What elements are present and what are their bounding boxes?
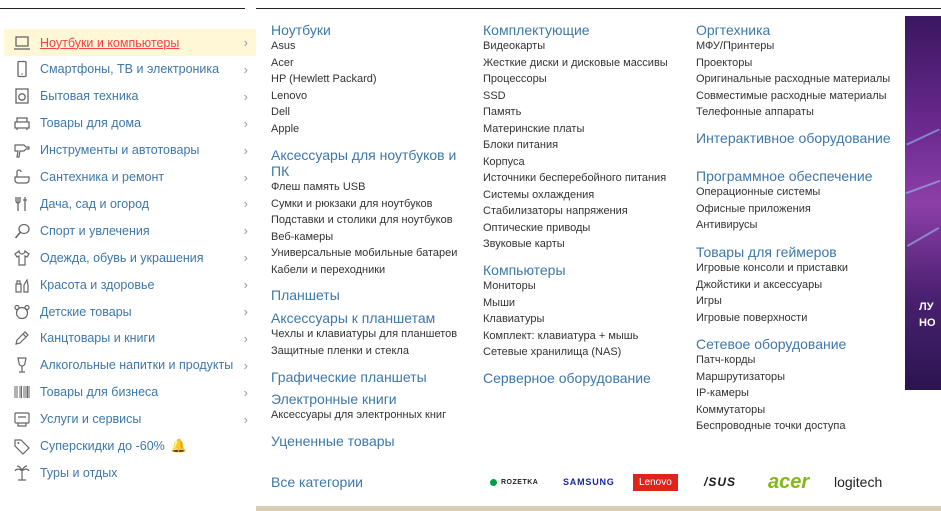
subcategory-link[interactable]: Беспроводные точки доступа	[696, 420, 846, 432]
brand-logitech[interactable]: logitech	[834, 474, 883, 490]
category-group	[696, 130, 892, 146]
group-heading[interactable]: Электронные книги	[271, 391, 397, 407]
chevron-right-icon: ›	[243, 357, 248, 373]
sidebar-item-label: Дача, сад и огород	[40, 196, 150, 211]
subcategory-link[interactable]: HP (Hewlett Packard)	[271, 73, 377, 85]
subcategory-link[interactable]: Процессоры	[483, 73, 547, 85]
subcategory-link[interactable]: Аксессуары для электронных книг	[271, 409, 447, 421]
subcategory-link[interactable]: Dell	[271, 106, 290, 118]
top-divider-right	[256, 8, 941, 9]
subcategory-link[interactable]: Проекторы	[696, 56, 753, 69]
sidebar-item[interactable]	[4, 298, 256, 325]
subcategory-link[interactable]: Чехлы и клавиатуры для планшетов	[271, 328, 458, 340]
armchair-icon	[4, 114, 40, 132]
subcategory-link[interactable]: Мониторы	[483, 280, 536, 292]
sidebar-item[interactable]	[4, 433, 256, 460]
sidebar-item[interactable]	[4, 83, 256, 110]
category-sidebar	[0, 29, 256, 491]
group-heading[interactable]: Сетевое оборудование	[696, 336, 847, 352]
chevron-right-icon: ›	[243, 250, 248, 266]
tshirt-icon	[4, 249, 40, 267]
subcategory-link[interactable]: Мыши	[483, 296, 516, 309]
category-group	[696, 22, 892, 121]
subcategory-link[interactable]: Подставки и столики для ноутбуков	[271, 214, 453, 226]
subcategory-link[interactable]: Джойстики и аксессуары	[696, 278, 823, 291]
garden-tools-icon	[4, 195, 40, 213]
sidebar-item-label: Туры и отдых	[40, 465, 118, 480]
subcategory-link[interactable]: Оригинальные расходные материалы	[696, 73, 891, 85]
all-categories-link[interactable]: Все категории	[271, 474, 363, 490]
sidebar-item-label: Сантехника и ремонт	[40, 170, 165, 184]
sidebar-item[interactable]	[4, 217, 256, 244]
sidebar-item-label: Канцтовары и книги	[40, 331, 156, 346]
banner-light-line	[907, 227, 939, 247]
chevron-right-icon: ›	[243, 304, 248, 319]
smartphone-icon	[4, 60, 40, 78]
subcategory-link[interactable]: Asus	[271, 40, 296, 52]
group-heading[interactable]: Уцененные товары	[271, 433, 395, 449]
sidebar-item[interactable]	[4, 352, 256, 379]
subcategory-link[interactable]: Маршрутизаторы	[696, 370, 785, 383]
banner-light-line	[906, 128, 939, 145]
subcategory-link[interactable]: Телефонные аппараты	[696, 106, 814, 118]
sidebar-item[interactable]	[4, 271, 256, 298]
banner-text-1: ЛУ	[919, 301, 934, 313]
group-heading[interactable]: Ноутбуки	[271, 22, 331, 38]
category-group	[483, 370, 675, 386]
category-group	[483, 262, 675, 361]
chevron-right-icon: ›	[243, 411, 248, 427]
banner-text-2: НО	[919, 317, 936, 329]
group-heading[interactable]: Графические планшеты	[271, 369, 427, 385]
group-heading[interactable]: Серверное оборудование	[483, 370, 651, 386]
drill-icon	[4, 141, 40, 159]
sidebar-item-label: Детские товары	[40, 304, 132, 319]
top-divider-left	[0, 8, 245, 9]
category-group	[696, 168, 892, 234]
racket-icon	[4, 222, 40, 240]
chevron-right-icon: ›	[243, 196, 248, 212]
brand-rozetka-label: ROZETKA	[501, 478, 539, 486]
sidebar-item-label: Инструменты и автотовары	[40, 143, 200, 158]
sidebar-item-label: Товары для бизнеса	[40, 385, 159, 400]
sidebar-item-label: Смартфоны, ТВ и электроника	[40, 62, 220, 77]
sidebar-item[interactable]	[4, 164, 256, 191]
wine-glass-icon	[4, 356, 40, 374]
chevron-right-icon: ›	[243, 88, 248, 104]
subcategory-link[interactable]: Игровые поверхности	[696, 311, 808, 324]
subcategory-link[interactable]: Операционные системы	[696, 186, 821, 198]
subcategory-link[interactable]: Совместимые расходные материалы	[696, 89, 887, 102]
subcategory-link[interactable]: SSD	[483, 89, 506, 102]
sidebar-item-label: Услуги и сервисы	[40, 412, 142, 427]
category-group	[271, 433, 463, 449]
chevron-right-icon: ›	[243, 223, 248, 239]
sidebar-item-label: Одежда, обувь и украшения	[40, 250, 204, 265]
sidebar-item-label: Спорт и увлечения	[40, 223, 150, 238]
subcategory-link[interactable]: Сетевые хранилища (NAS)	[483, 346, 622, 358]
subcategory-link[interactable]: Блоки питания	[483, 139, 559, 151]
subcategory-link[interactable]: МФУ/Принтеры	[696, 40, 775, 52]
category-group	[271, 287, 463, 303]
sidebar-item-label: Товары для дома	[40, 116, 142, 131]
group-heading[interactable]: Аксессуары к планшетам	[271, 310, 436, 326]
subcategory-link[interactable]: Игровые консоли и приставки	[696, 262, 849, 274]
sidebar-item[interactable]	[4, 110, 256, 137]
services-icon	[4, 410, 40, 428]
chevron-right-icon: ›	[243, 142, 248, 158]
subcategory-link[interactable]: Материнские платы	[483, 122, 585, 135]
teddy-bear-icon	[4, 303, 40, 321]
sidebar-item-label: Ноутбуки и компьютеры	[40, 35, 180, 50]
sidebar-item-label: Суперскидки до -60%	[40, 439, 165, 453]
banner-light-line	[906, 180, 941, 194]
subcategory-link[interactable]: Клавиатуры	[483, 313, 545, 325]
brand-lenovo[interactable]: Lenovo	[633, 474, 678, 491]
group-heading[interactable]: Компьютеры	[483, 262, 566, 278]
chevron-right-icon: ›	[243, 169, 248, 185]
group-heading[interactable]: Товары для геймеров	[696, 244, 837, 260]
bell-icon: 🔔	[170, 438, 187, 453]
bathtub-icon	[4, 168, 40, 186]
subcategory-link[interactable]: Корпуса	[483, 155, 525, 168]
sidebar-item[interactable]	[4, 190, 256, 217]
chevron-right-icon: ›	[243, 35, 248, 50]
subcategory-link[interactable]: Память	[483, 106, 522, 118]
sidebar-item-label: Алкогольные напитки и продукты	[40, 358, 234, 373]
subcategory-link[interactable]: Коммутаторы	[696, 403, 766, 416]
subcategory-link[interactable]: Флеш память USB	[271, 181, 366, 193]
sidebar-item[interactable]	[4, 244, 256, 271]
sidebar-item[interactable]	[4, 459, 256, 486]
subcategory-link[interactable]: Источники бесперебойного питания	[483, 172, 667, 184]
sidebar-item-label: Бытовая техника	[40, 89, 139, 104]
rozetka-dot-icon	[490, 479, 497, 486]
brand-acer[interactable]: acer	[768, 470, 810, 493]
subcategory-link[interactable]: Универсальные мобильные батареи	[271, 247, 458, 259]
promo-banner[interactable]	[905, 16, 941, 390]
sidebar-item[interactable]	[4, 29, 256, 56]
subcategory-link[interactable]: Кабели и переходники	[271, 263, 386, 276]
subcategory-link[interactable]: Звуковые карты	[483, 238, 565, 250]
subcategory-link[interactable]: Сумки и рюкзаки для ноутбуков	[271, 197, 433, 210]
category-group	[271, 22, 463, 137]
brand-samsung[interactable]: SAMSUNG	[563, 477, 615, 487]
group-heading[interactable]: Аксессуары для ноутбуков и ПК	[271, 147, 457, 179]
group-heading[interactable]: Планшеты	[271, 287, 340, 303]
subcategory-link[interactable]: Веб-камеры	[271, 230, 334, 243]
sidebar-item[interactable]	[4, 325, 256, 352]
category-group	[271, 147, 463, 278]
subcategory-link[interactable]: Антивирусы	[696, 219, 758, 231]
subcategory-link[interactable]: Комплект: клавиатура + мышь	[483, 329, 639, 342]
brand-rozetka[interactable]	[490, 470, 538, 494]
sidebar-item[interactable]	[4, 379, 256, 406]
subcategory-link[interactable]: Lenovo	[271, 89, 308, 102]
subcategory-link[interactable]: Жесткие диски и дисковые массивы	[483, 56, 668, 69]
category-group	[271, 310, 463, 359]
subcategory-link[interactable]: Оптические приводы	[483, 221, 591, 234]
bottom-strip	[256, 506, 941, 511]
washing-machine-icon	[4, 87, 40, 105]
sidebar-item[interactable]	[4, 56, 256, 83]
sidebar-item[interactable]	[4, 137, 256, 164]
subcategory-link[interactable]: Игры	[696, 295, 722, 307]
subcategory-link[interactable]: Офисные приложения	[696, 202, 811, 215]
category-group	[696, 244, 892, 326]
group-heading[interactable]: Комплектующие	[483, 22, 590, 38]
subcategory-link[interactable]: Видеокарты	[483, 40, 546, 52]
brand-asus[interactable]: /SUS	[704, 475, 737, 489]
chevron-right-icon: ›	[243, 330, 248, 346]
chevron-right-icon: ›	[243, 61, 248, 77]
subcategory-link[interactable]: Защитные пленки и стекла	[271, 344, 409, 357]
group-heading[interactable]: Оргтехника	[696, 22, 771, 38]
category-group	[271, 391, 463, 424]
subcategory-link[interactable]: Патч-корды	[696, 354, 756, 366]
chevron-right-icon: ›	[243, 277, 248, 293]
category-group	[696, 336, 892, 435]
subcategory-link[interactable]: IP-камеры	[696, 387, 749, 399]
pencil-icon	[4, 329, 40, 347]
category-group	[271, 369, 463, 385]
group-heading[interactable]: Интерактивное оборудование	[696, 130, 891, 146]
chevron-right-icon: ›	[243, 115, 248, 131]
chevron-right-icon: ›	[243, 384, 248, 400]
category-group	[483, 22, 675, 253]
sidebar-item-label: Красота и здоровье	[40, 277, 155, 292]
subcategory-link[interactable]: Системы охлаждения	[483, 188, 595, 201]
palm-tree-icon	[4, 464, 40, 482]
subcategory-link[interactable]: Стабилизаторы напряжения	[483, 205, 628, 217]
subcategory-link[interactable]: Acer	[271, 56, 294, 69]
cosmetics-icon	[4, 276, 40, 294]
group-heading[interactable]: Программное обеспечение	[696, 168, 873, 184]
tag-icon	[4, 437, 40, 455]
sidebar-item[interactable]	[4, 406, 256, 433]
subcategory-link[interactable]: Apple	[271, 122, 300, 135]
barcode-icon	[4, 383, 40, 401]
laptop-icon	[4, 34, 40, 52]
